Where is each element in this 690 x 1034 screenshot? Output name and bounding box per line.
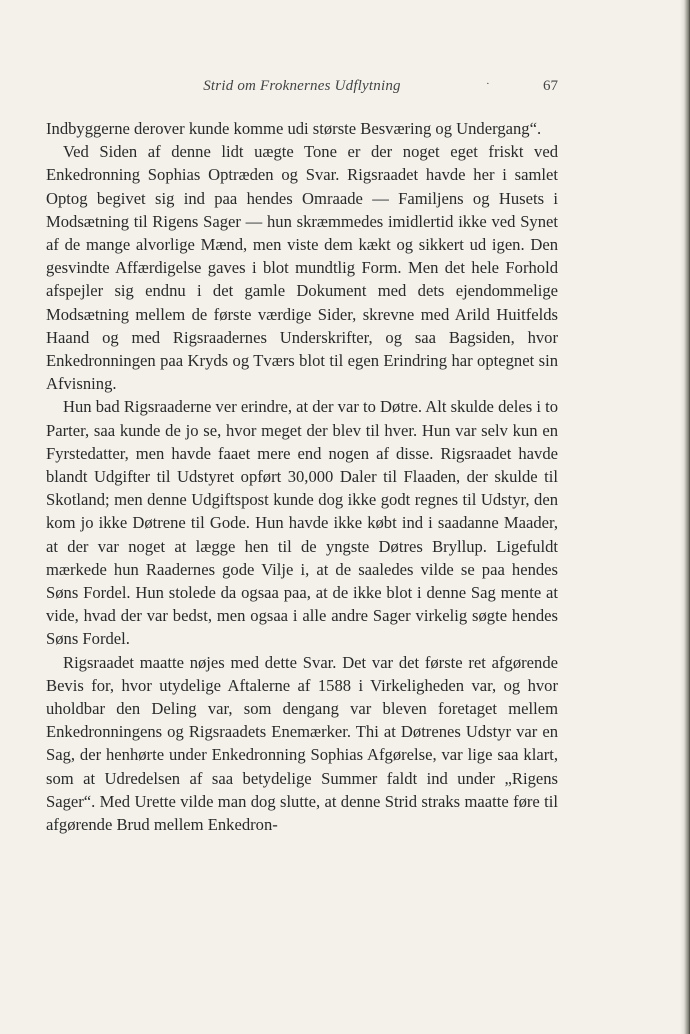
paragraph-3: Hun bad Rigsraaderne ver erindre, at der var to Døtre. Alt skulde deles i to Parter, saa kunde de jo se, hvor meget der blev til hver. Hun var selv kun en Fyrstedatter, men havde faaet mere end nogen af disse. Rigsraadet havde blandt Udgifter til Udstyret opført 30,000 Daler til Flaaden, der skulde til Skotland; men denne Udgiftspost kunde dog ikke godt regnes til Udstyr, den kom jo ikke Døtrene til Gode. Hun havde ikke købt ind i saadanne Maader, at der var noget at lægge hen til de yngste Døtres Bryllup. Ligefuldt mærkede hun Raadernes gode Vilje i, at de saaledes vilde se paa hendes Søns Fordel. Hun stolede da ogsaa paa, at de ikke blot i denne Sag mente at vide, hvad der var bedst, men ogsaa i alle andre Sager virkelig søgte hendes Søns Fordel. [46,397,558,649]
paragraph-2: Ved Siden af denne lidt uægte Tone er der noget eget friskt ved Enkedronning Sophias Optræden og Svar. Rigsraadet havde her i samlet Optog begivet sig ind paa hendes Omraade — Familjens og Husets i Modsætning til Rigens Sager — hun skræmmedes imidlertid ikke ved Synet af de mange alvorlige Mænd, men viste dem kækt og sikkert ud igen. Den gesvindte Affærdigelse gaves i blot mundtlig Form. Men det hele Forhold afspejler sig endnu i det gamle Dokument med dets ejendommelige Modsætning mellem de første værdige Sider, skrevne med Arild Huitfelds Haand og med Rigsraadernes Underskrifter, og saa Bagsiden, hvor Enkedronningen paa Kryds og Tværs blot til egen Erindring har optegnet sin Afvisning. [46,142,558,394]
header-mark: · [486,78,490,90]
paragraph-4: Rigsraadet maatte nøjes med dette Svar. Det var det første ret afgørende Bevis for, hvor utydelige Aftalerne af 1588 i Virkeligheden var, og hvor uholdbar den Deling var, som dengang var bleven foretaget mellem Enkedronningens og Rigsraadets Enemærker. Thi at Døtrenes Udstyr var en Sag, der henhørte under Enkedronning Sophias Afgørelse, var lige saa klart, som at Udredelsen af saa betydelige Summer faldt ind under „Rigens Sager“. Med Urette vilde man dog slutte, at denne Strid straks maatte føre til afgørende Brud mellem Enkedron- [46,652,558,835]
page-edge-shadow [680,0,690,1034]
paragraph-1: Indbyggerne derover kunde komme udi største Besværing og Undergang“. [46,119,542,138]
running-title: Strid om Froknernes Udflytning [203,78,401,94]
running-header [46,78,558,100]
page-number: 67 [543,78,558,94]
body-text [46,117,558,836]
